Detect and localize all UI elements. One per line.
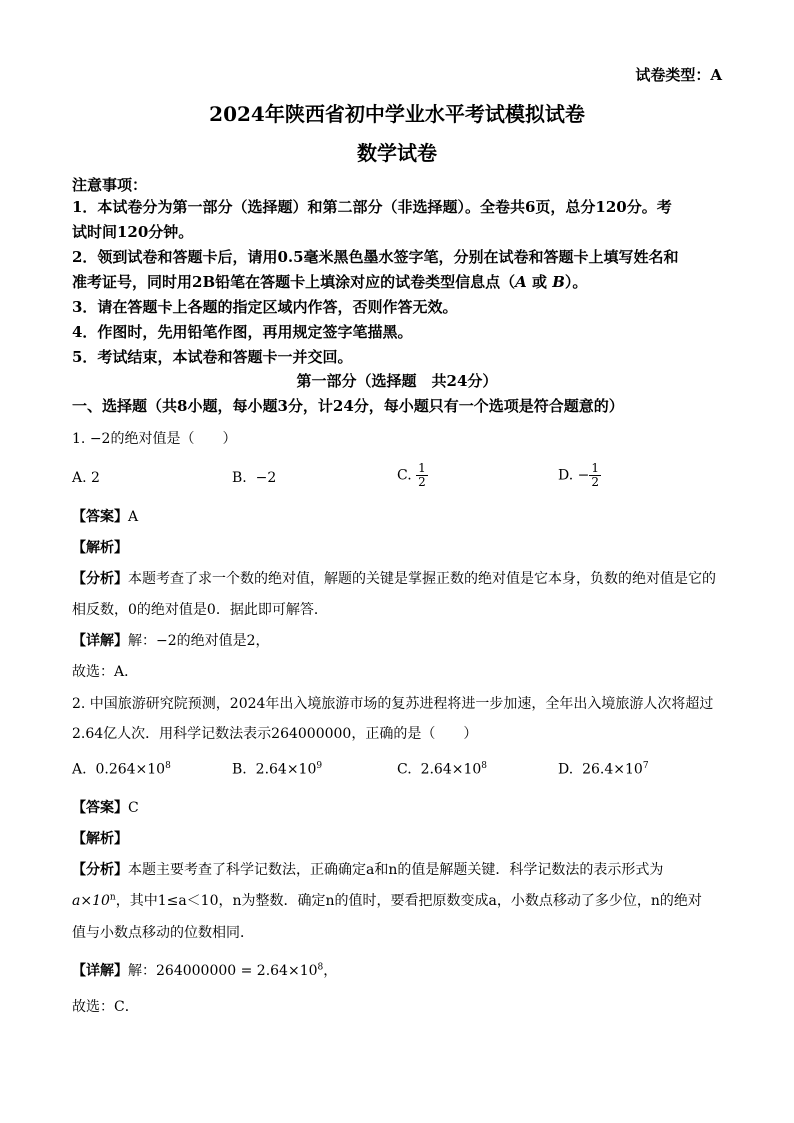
notes-item-1-line-1: 1．本试卷分为第一部分（选择题）和第二部分（非选择题）。全卷共6页，总分120分。考 [72, 198, 672, 216]
q2-fenxi-text-1: 本题主要考查了科学记数法，正确确定a和n的值是解题关键．科学记数法的表示形式为 [128, 862, 664, 878]
q1-choose: 故选：A． [72, 664, 139, 680]
q2-option-b-exponent: 9 [316, 761, 323, 771]
q2-detail-end: ， [323, 963, 338, 979]
q1-option-b-value: −2 [255, 470, 277, 486]
q1-option-d-label: D. [558, 467, 574, 484]
q1-option-c-numerator: 1 [418, 461, 426, 475]
notes-item-3: 3．请在答题卡上各题的指定区域内作答，否则作答无效。 [72, 298, 458, 316]
q1-option-b-label: B. [232, 470, 247, 486]
notes-item-2-text: 准考证号，同时用2B铅笔在答题卡上填涂对应的试卷类型信息点（ [72, 273, 516, 291]
q1-option-c-fraction [416, 462, 428, 489]
section-heading: 一、选择题（共8小题，每小题3分，计24分，每小题只有一个选项是符合题意的） [72, 397, 624, 415]
q1-option-d [558, 462, 601, 489]
q1-fenxi-tag: 【分析】 [72, 571, 128, 587]
q2-option-c [397, 761, 487, 778]
q1-option-c [397, 462, 428, 489]
q1-option-d-denominator: 2 [591, 475, 600, 489]
q2-fenxi-text-2: ，其中1≤a＜10，n为整数．确定n的值时，要看把原数变成a，小数点移动了多少位，n的绝对 [115, 893, 702, 909]
q1-expression: −2 [89, 431, 111, 447]
notes-item-4: 4．作图时，先用铅笔作图，再用规定签字笔描黑。 [72, 323, 413, 341]
exam-title: 2024年陕西省初中学业水平考试模拟试卷 [209, 102, 585, 126]
q2-option-a [72, 761, 171, 778]
q1-option-d-sign: − [577, 467, 590, 484]
q2-analysis-tag: 【解析】 [72, 831, 128, 847]
notes-heading: 注意事项： [72, 176, 148, 194]
part1-heading: 第一部分（选择题 共24分） [296, 372, 498, 390]
q2-option-a-base: 0.264×10 [95, 761, 166, 778]
q1-stem [72, 428, 236, 448]
q2-option-b [232, 761, 322, 778]
notes-item-5: 5．考试结束，本试卷和答题卡一并交回。 [72, 348, 353, 366]
q2-choose: 故选：C． [72, 999, 139, 1015]
q1-option-c-denominator: 2 [418, 475, 426, 489]
q1-detail [72, 630, 270, 650]
q2-detail-tag: 【详解】 [72, 963, 128, 979]
q2-fenxi-formula: a×10 [72, 893, 110, 909]
q1-fenxi-text-1: 本题考查了求一个数的绝对值，解题的关键是掌握正数的绝对值是它本身，负数的绝对值是它的 [128, 571, 716, 587]
q1-answer [72, 506, 138, 526]
q1-option-c-label: C. [397, 467, 412, 484]
notes-item-2-end: ）。 [564, 273, 588, 291]
notes-item-2-line-2 [72, 271, 587, 292]
q2-fenxi-line-1 [72, 859, 663, 879]
q2-option-d [558, 761, 649, 778]
q1-option-b [232, 470, 276, 486]
q1-answer-value: A [128, 509, 139, 525]
q2-answer-tag: 【答案】 [72, 800, 128, 816]
q2-option-c-base: 2.64×10 [420, 761, 482, 778]
q2-fenxi-exponent: n [109, 892, 116, 903]
q2-option-c-label: C. [397, 761, 412, 778]
exam-subtitle: 数学试卷 [357, 141, 437, 165]
q1-fenxi-line-1 [72, 568, 716, 588]
q2-option-b-base: 2.64×10 [255, 761, 317, 778]
q1-detail-text: 解：−2的绝对值是2， [128, 633, 270, 649]
q2-stem-line-2: 2.64亿人次．用科学记数法表示264000000，正确的是（ ） [72, 726, 478, 742]
q2-option-d-label: D. [558, 761, 574, 778]
paper-type-label: 试卷类型：A [635, 66, 722, 84]
q2-option-c-exponent: 8 [481, 761, 488, 771]
q2-option-a-label: A. [72, 761, 87, 778]
q2-option-d-exponent: 7 [642, 761, 649, 771]
q1-answer-tag: 【答案】 [72, 509, 128, 525]
q2-fenxi-line-3: 值与小数点移动的位数相同． [72, 925, 254, 941]
notes-item-2-a: A [515, 273, 527, 291]
q2-fenxi-line-2 [72, 890, 702, 910]
q1-option-d-fraction [589, 462, 601, 489]
q2-option-d-base: 26.4×10 [582, 761, 643, 778]
q1-option-d-numerator: 1 [591, 461, 600, 475]
q1-analysis-tag: 【解析】 [72, 540, 128, 556]
q2-fenxi-tag: 【分析】 [72, 862, 128, 878]
q1-fenxi-line-2: 相反数，0的绝对值是0．据此即可解答． [72, 602, 328, 618]
q1-number: 1. [72, 431, 86, 447]
notes-item-2-b: B [552, 273, 565, 291]
q2-answer-value: C [128, 800, 139, 816]
q1-stem-text: 的绝对值是（ ） [110, 431, 237, 447]
q2-stem-line-1: 2. 中国旅游研究院预测，2024年出入境旅游市场的复苏进程将进一步加速，全年出入境旅游人次将超过 [72, 696, 714, 712]
q2-detail-exponent: 8 [317, 962, 324, 973]
q2-detail [72, 960, 337, 980]
notes-item-1-line-2: 试时间120分钟。 [72, 223, 194, 241]
notes-item-2-line-1: 2．领到试卷和答题卡后，请用0.5毫米黑色墨水签字笔，分别在试卷和答题卡上填写姓名和 [72, 248, 679, 266]
q2-option-b-label: B. [232, 761, 247, 778]
q1-detail-tag: 【详解】 [72, 633, 128, 649]
q2-option-a-exponent: 8 [165, 761, 171, 771]
notes-item-2-or: 或 [526, 273, 553, 291]
q2-detail-text: 解：264000000 = 2.64×10 [128, 963, 318, 979]
q1-option-a: A. 2 [72, 470, 100, 486]
q2-answer [72, 797, 139, 817]
